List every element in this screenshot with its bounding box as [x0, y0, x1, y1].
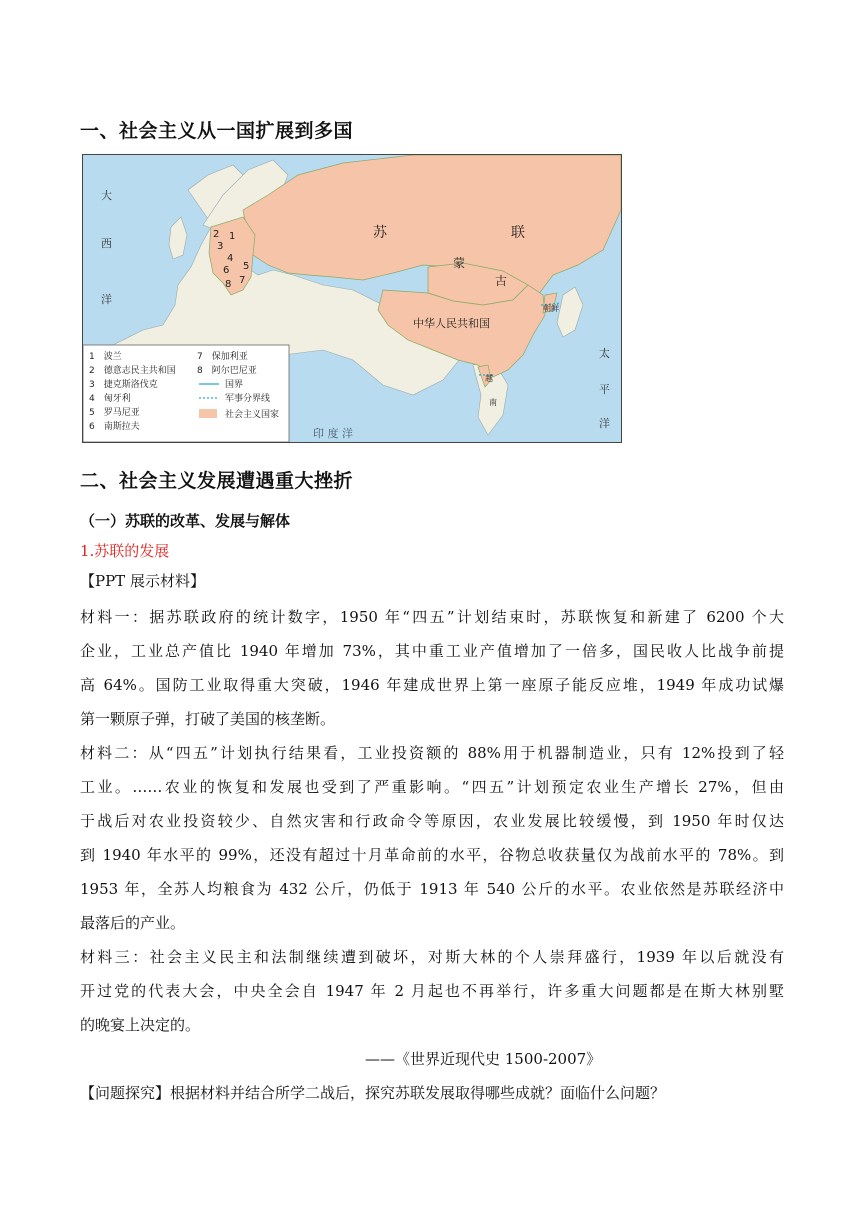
legend-item-3: 3 捷克斯洛伐克	[89, 380, 158, 390]
material-3-line-2: 开过党的代表大会，中央全会自 1947 年 2 月起也不再举行，许多重大问题都是在斯大林别墅	[80, 982, 784, 1000]
label-atlantic-2: 西	[101, 237, 112, 250]
label-ussr-2: 联	[511, 225, 525, 241]
material-1-line-1: 材料一：据苏联政府的统计数字，1950 年“四五”计划结束时，苏联恢复和新建了 6200 个大	[80, 608, 784, 626]
label-n3: 3	[217, 241, 224, 252]
legend-military: 军事分界线	[225, 394, 271, 404]
label-pacific-2: 平	[599, 383, 610, 396]
material-2-line-1: 材料二：从“四五”计划执行结果看，工业投资额的 88%用于机器制造业，只有 12%投到了轻	[80, 744, 784, 762]
legend-item-1: 1 波兰	[89, 352, 122, 362]
label-prc: 中华人民共和国	[413, 317, 490, 330]
label-n6: 6	[223, 265, 230, 276]
material-1-line-3: 高 64%。国防工业取得重大突破，1946 年建成世界上第一座原子能反应堆，1949 年成功试爆	[80, 676, 784, 694]
label-n1: 1	[229, 231, 236, 242]
legend-socialist: 社会主义国家	[225, 410, 280, 420]
socialist-swatch-icon	[199, 409, 217, 418]
legend-item-5: 5 罗马尼亚	[89, 408, 140, 418]
material-2-line-2: 工业。……农业的恢复和发展也受到了严重影响。“四五”计划预定农业生产增长 27%，但由	[80, 778, 784, 796]
ppt-label: 【PPT 展示材料】	[80, 572, 205, 590]
legend-border: 国界	[225, 380, 244, 390]
material-2-line-4: 到 1940 年水平的 99%，还没有超过十月革命前的水平，谷物总收获量仅为战前水平的 78%。到	[80, 846, 784, 864]
section-2-title: 二、社会主义发展遭遇重大挫折	[80, 470, 354, 492]
label-n4: 4	[227, 253, 234, 264]
legend-item-2: 2 德意志民主共和国	[89, 366, 176, 376]
subsection-title: （一）苏联的改革、发展与解体	[80, 512, 291, 530]
material-2-line-6: 最落后的产业。	[80, 914, 186, 932]
legend-item-4: 4 匈牙利	[89, 394, 131, 404]
label-pacific-1: 太	[599, 347, 610, 360]
legend-item-6: 6 南斯拉夫	[89, 422, 140, 432]
label-ussr-1: 苏	[373, 225, 387, 241]
section-1-title: 一、社会主义从一国扩展到多国	[80, 120, 354, 142]
source-citation: ——《世界近现代史 1500-2007》	[365, 1050, 602, 1068]
material-1-line-4: 第一颗原子弹，打破了美国的核垄断。	[80, 710, 336, 728]
label-indian-ocean: 印 度 洋	[313, 427, 353, 440]
label-n2: 2	[213, 229, 220, 240]
point-heading: 1.苏联的发展	[80, 542, 170, 560]
label-atlantic-3: 洋	[101, 293, 112, 306]
material-2-line-5: 1953 年，全苏人均粮食为 432 公斤，仍低于 1913 年 540 公斤的水平。农业依然是苏联经济中	[80, 880, 784, 898]
label-n7: 7	[239, 275, 246, 286]
material-3-line-3: 的晚宴上决定的。	[80, 1016, 201, 1034]
label-mongolia-1: 蒙	[453, 256, 466, 270]
label-atlantic-1: 大	[101, 189, 112, 202]
map-figure	[82, 154, 622, 443]
question-prompt: 【问题探究】根据材料并结合所学二战后，探究苏联发展取得哪些成就？面临什么问题？	[80, 1084, 666, 1102]
material-2-line-3: 于战后对农业投资较少、自然灾害和行政命令等原因，农业发展比较缓慢，到 1950 年时仅达	[80, 812, 784, 830]
label-vietnam-1: 越	[485, 374, 493, 383]
legend-item-7: 7 保加利亚	[197, 352, 248, 362]
label-vietnam-2: 南	[489, 398, 497, 407]
material-3-line-1: 材料三：社会主义民主和法制继续遭到破坏，对斯大林的个人崇拜盛行，1939 年以后就没有	[80, 948, 784, 966]
material-1-line-2: 企业，工业总产值比 1940 年增加 73%，其中重工业产值增加了一倍多，国民收人比战争前提	[80, 642, 784, 660]
legend-item-8: 8 阿尔巴尼亚	[197, 366, 257, 376]
label-n8: 8	[225, 279, 232, 290]
map-legend	[83, 345, 289, 442]
label-korea: 朝鲜	[543, 304, 559, 313]
label-pacific-3: 洋	[599, 417, 610, 430]
label-mongolia-2: 古	[495, 274, 508, 288]
label-n5: 5	[243, 261, 250, 272]
